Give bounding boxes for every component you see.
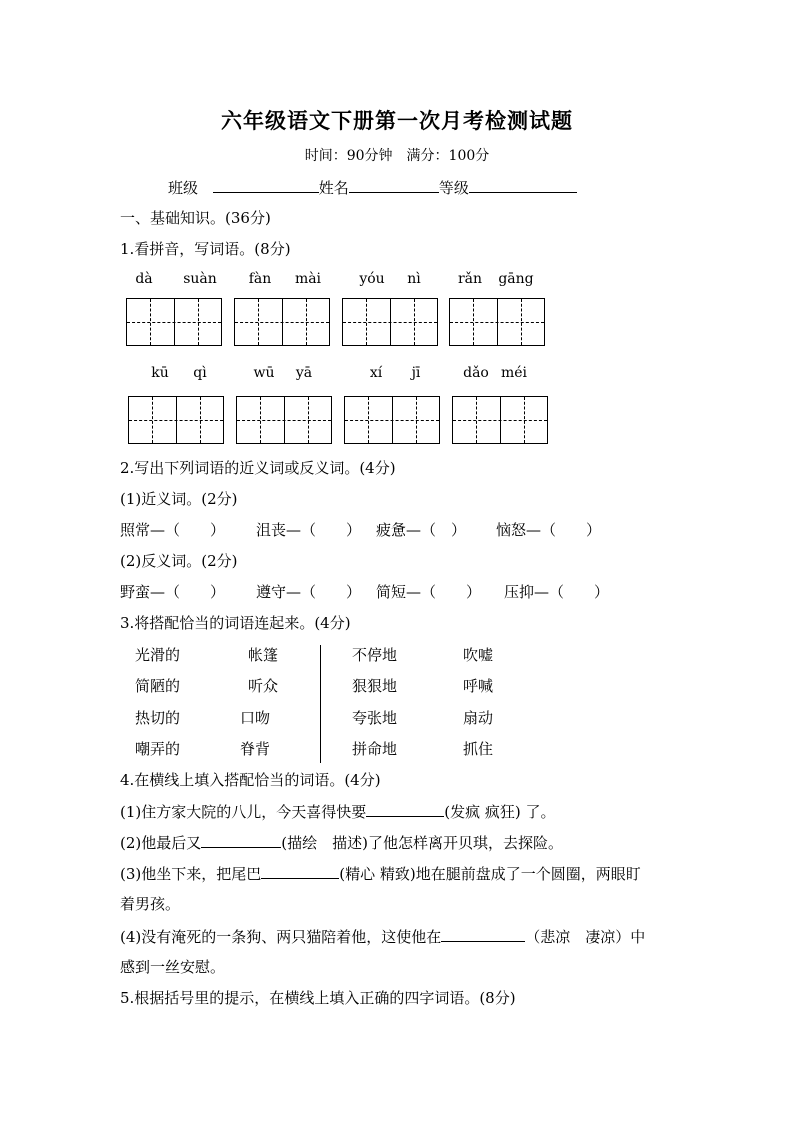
question-3-title: 3.将搭配恰当的词语连起来。(4分) xyxy=(120,614,351,632)
pinyin: xí xyxy=(369,365,383,381)
antonym-word[interactable]: 简短—（ ） xyxy=(376,583,482,601)
page-title: 六年级语文下册第一次月考检测试题 xyxy=(221,108,573,133)
writing-grid[interactable] xyxy=(342,298,438,346)
answer-blank[interactable] xyxy=(261,862,339,879)
pinyin: yóu xyxy=(359,271,385,287)
writing-grid[interactable] xyxy=(128,396,224,444)
name-blank[interactable] xyxy=(349,176,439,193)
pinyin: dà xyxy=(135,271,153,287)
match-word[interactable]: 脊背 xyxy=(240,740,271,758)
writing-grid[interactable] xyxy=(344,396,440,444)
antonym-word[interactable]: 遵守—（ ） xyxy=(256,583,362,601)
fill-sentence-4 xyxy=(120,925,645,947)
match-word[interactable]: 扇动 xyxy=(463,709,494,727)
exam-info: 时间：90分钟 满分：100分 xyxy=(304,148,490,164)
pinyin: wū xyxy=(253,365,275,381)
pinyin: nì xyxy=(407,271,421,287)
pinyin: gāng xyxy=(498,271,534,287)
match-word[interactable]: 简陋的 xyxy=(135,677,181,695)
sentence-text: (发疯 疯狂) 了。 xyxy=(444,803,556,821)
sentence-continuation: 感到一丝安慰。 xyxy=(120,958,226,976)
antonym-heading: (2)反义词。(2分) xyxy=(120,552,238,570)
pinyin: mài xyxy=(294,271,322,287)
writing-grid[interactable] xyxy=(234,298,330,346)
section-heading: 一、基础知识。(36分) xyxy=(120,209,271,227)
fill-sentence-2 xyxy=(120,831,563,853)
sentence-text: (精心 精致)地在腿前盘成了一个圆圈，两眼盯 xyxy=(339,865,641,883)
pinyin: suàn xyxy=(183,271,217,287)
match-word[interactable]: 热切的 xyxy=(135,709,181,727)
pinyin: kū xyxy=(151,365,169,381)
sentence-continuation: 着男孩。 xyxy=(120,895,181,913)
writing-grid[interactable] xyxy=(452,396,548,444)
matching-divider xyxy=(320,645,321,763)
student-info-line xyxy=(168,176,577,198)
match-word[interactable]: 夸张地 xyxy=(352,709,398,727)
match-word[interactable]: 听众 xyxy=(248,677,279,695)
sentence-text: (3)他坐下来，把尾巴 xyxy=(120,865,262,883)
match-word[interactable]: 吹嘘 xyxy=(463,646,494,664)
question-2-title: 2.写出下列词语的近义词或反义词。(4分) xyxy=(120,459,396,477)
answer-blank[interactable] xyxy=(201,831,281,848)
match-word[interactable]: 拼命地 xyxy=(352,740,398,758)
name-label: 姓名 xyxy=(318,179,349,197)
grade-blank[interactable] xyxy=(469,176,577,193)
match-word[interactable]: 帐篷 xyxy=(248,646,279,664)
pinyin: dǎo xyxy=(463,365,489,381)
sentence-text: （悲凉 凄凉）中 xyxy=(525,928,646,946)
writing-grid[interactable] xyxy=(236,396,332,444)
question-4-title: 4.在横线上填入搭配恰当的词语。(4分) xyxy=(120,771,381,789)
sentence-text: (1)住方家大院的八儿，今天喜得快要 xyxy=(120,803,367,821)
writing-grid[interactable] xyxy=(449,298,545,346)
answer-blank[interactable] xyxy=(366,800,444,817)
pinyin: yā xyxy=(295,365,313,381)
fill-sentence-3 xyxy=(120,862,641,884)
antonym-word[interactable]: 压抑—（ ） xyxy=(504,583,610,601)
match-word[interactable]: 光滑的 xyxy=(135,646,181,664)
match-word[interactable]: 呼喊 xyxy=(463,677,494,695)
pinyin: fàn xyxy=(248,271,272,287)
synonym-word[interactable]: 沮丧—（ ） xyxy=(256,521,362,539)
fill-sentence-1 xyxy=(120,800,556,822)
synonym-word[interactable]: 照常—（ ） xyxy=(120,521,226,539)
sentence-text: (4)没有淹死的一条狗、两只猫陪着他，这使他在 xyxy=(120,928,442,946)
class-blank[interactable] xyxy=(213,176,319,193)
match-word[interactable]: 抓住 xyxy=(463,740,494,758)
match-word[interactable]: 不停地 xyxy=(352,646,398,664)
pinyin: qì xyxy=(193,365,207,381)
grade-label: 等级 xyxy=(438,179,469,197)
synonym-heading: (1)近义词。(2分) xyxy=(120,490,238,508)
pinyin: rǎn xyxy=(457,271,483,287)
answer-blank[interactable] xyxy=(441,925,525,942)
sentence-text: (2)他最后又 xyxy=(120,834,202,852)
match-word[interactable]: 口吻 xyxy=(240,709,271,727)
writing-grid[interactable] xyxy=(126,298,222,346)
synonym-word[interactable]: 疲惫—（ ） xyxy=(376,521,467,539)
sentence-text: (描绘 描述)了他怎样离开贝琪，去探险。 xyxy=(281,834,563,852)
question-5-title: 5.根据括号里的提示，在横线上填入正确的四字词语。(8分) xyxy=(120,989,516,1007)
pinyin: jī xyxy=(411,365,421,381)
question-1-title: 1.看拼音，写词语。(8分) xyxy=(120,240,291,258)
match-word[interactable]: 嘲弄的 xyxy=(135,740,181,758)
match-word[interactable]: 狠狠地 xyxy=(352,677,398,695)
class-label: 班级 xyxy=(168,179,199,197)
synonym-word[interactable]: 恼怒—（ ） xyxy=(496,521,602,539)
pinyin: méi xyxy=(500,365,528,381)
antonym-word[interactable]: 野蛮—（ ） xyxy=(120,583,226,601)
